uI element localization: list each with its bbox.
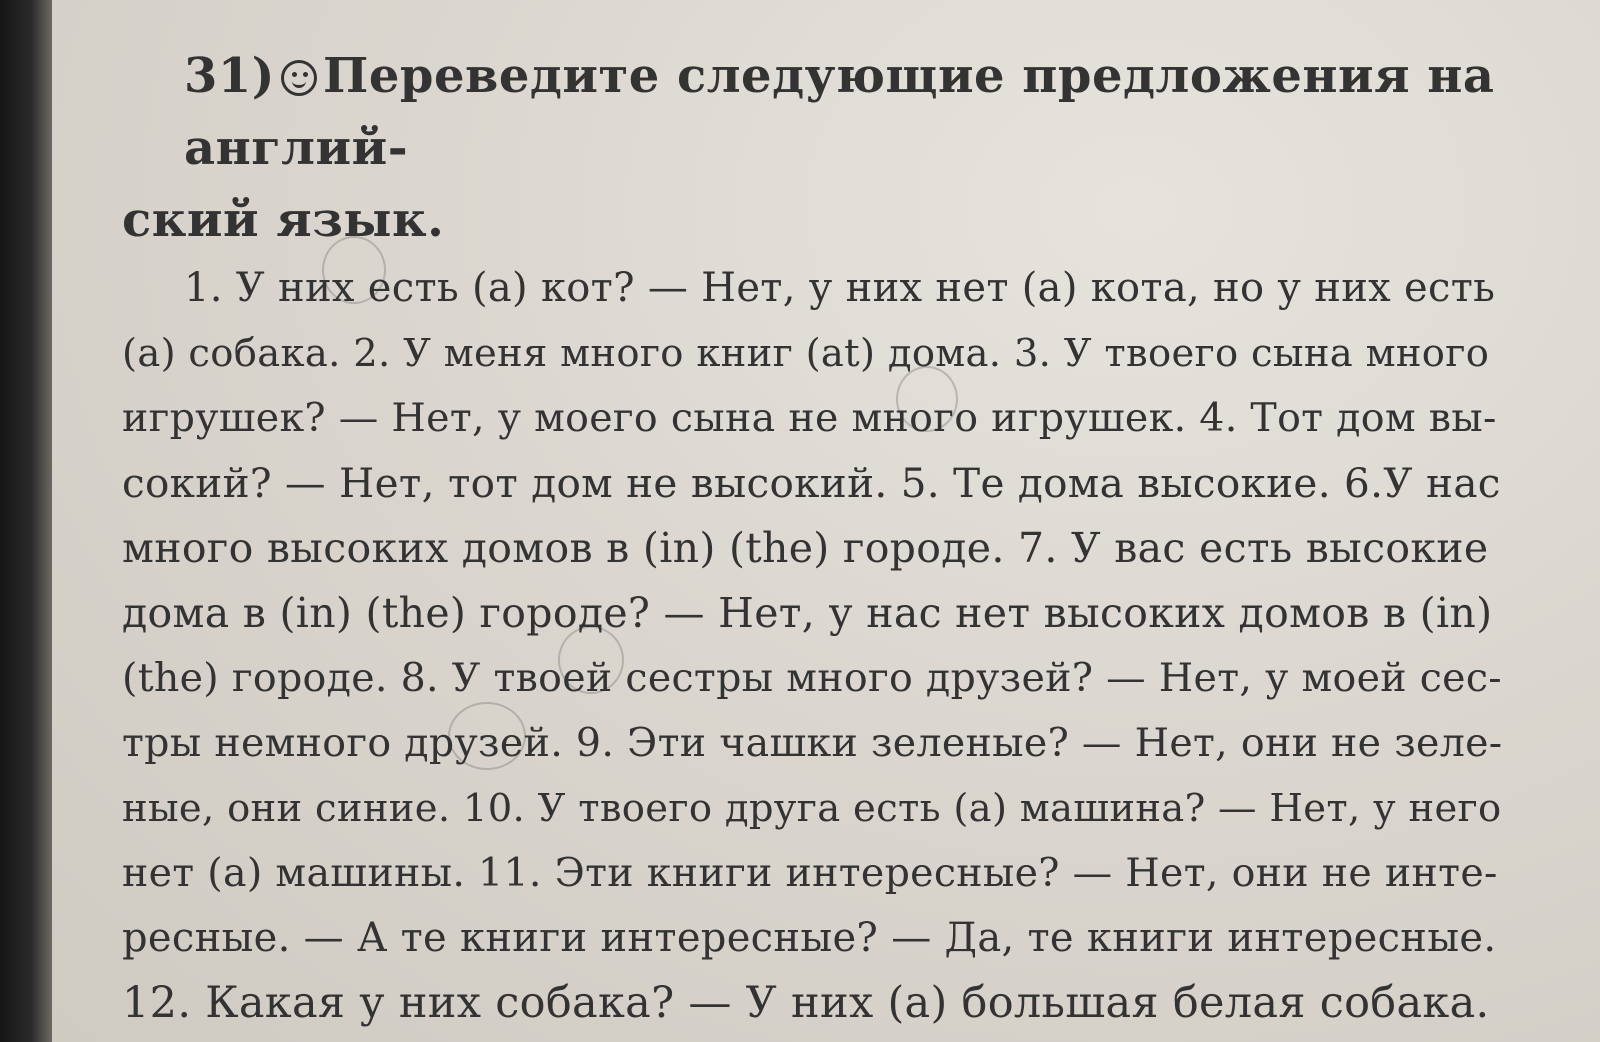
smiley-icon <box>281 60 317 96</box>
exercise-heading-line-1 <box>122 40 1502 184</box>
exercise-number: 31) <box>184 48 276 104</box>
text-line: дома в (in) (the) городе? — Нет, у нас нет высоких домов в (in) <box>122 589 1493 637</box>
text-line: ные, они синие. 10. У твоего друга есть (а) машина? — Нет, у него <box>122 786 1502 831</box>
exercise-heading-line-2: ский язык. <box>122 192 445 248</box>
text-line: игрушек? — Нет, у моего сына не много игрушек. 4. Тот дом вы- <box>122 395 1497 441</box>
exercise-instruction: Переведите следующие предложения на англий- <box>184 48 1495 176</box>
text-line: тры немного друзей. 9. Эти чашки зеленые? — Нет, они не зеле- <box>122 720 1503 766</box>
text-line: много высоких домов в (in) (the) городе. 7. У вас есть высокие <box>122 524 1489 572</box>
text-line: ресные. — А те книги интересные? — Да, те книги интересные. <box>122 915 1497 961</box>
text-line: сокий? — Нет, тот дом не высокий. 5. Те дома высокие. 6.У нас <box>122 459 1501 507</box>
text-line: (а) собака. 2. У меня много книг (at) дома. 3. У твоего сына много <box>122 331 1490 376</box>
text-line: нет (а) машины. 11. Эти книги интересные? — Нет, они не инте- <box>122 850 1498 896</box>
exercise-text <box>122 40 1502 1036</box>
text-line: 12. Какая у них собака? — У них (а) большая белая собака. <box>122 978 1490 1028</box>
text-line: (the) городе. 8. У твоей сестры много друзей? — Нет, у моей сес- <box>122 655 1502 701</box>
book-spine-shadow <box>0 0 52 1042</box>
text-line: 1. У них есть (а) кот? — Нет, у них нет (а) кота, но у них есть <box>184 265 1496 311</box>
